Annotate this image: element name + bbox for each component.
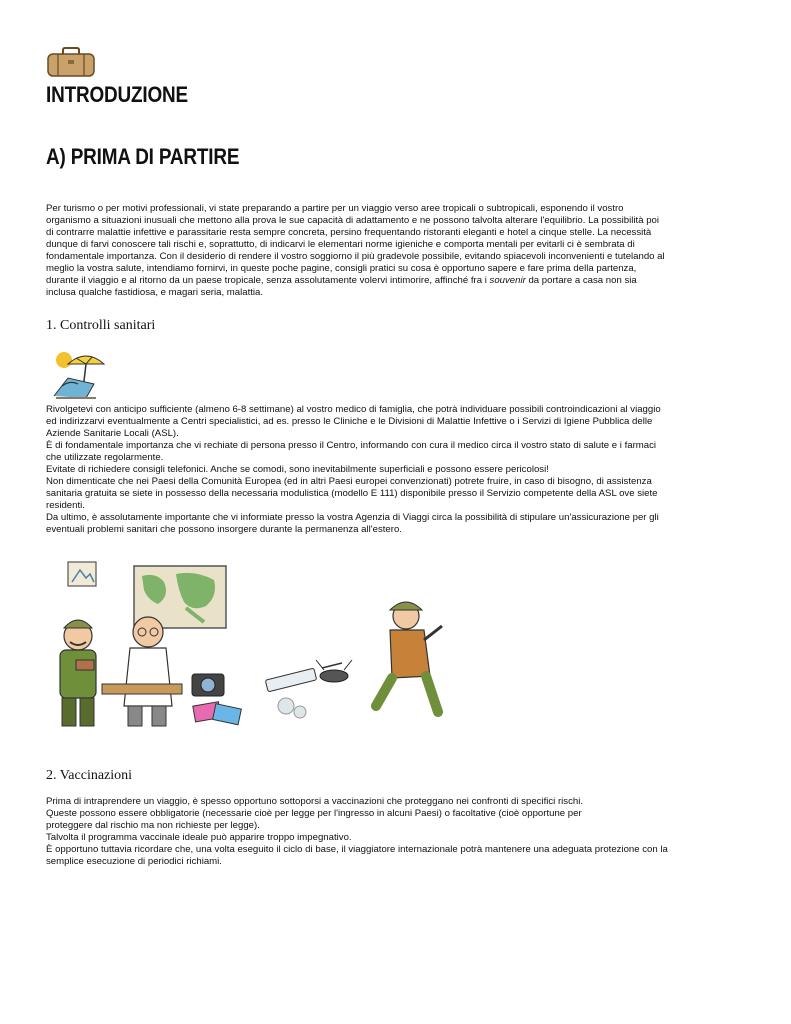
controlli-line: Da ultimo, è assolutamente importante che vi informiate presso la vostra Agenzia di Viaggi circa la possibilità di stipulare un'assicurazione per gli	[46, 512, 659, 523]
vaccinazioni-line: semplice esecuzione di periodici richiami.	[46, 856, 222, 867]
intro-line: Per turismo o per motivi professionali, vi state preparando a partire per un viaggio verso aree tropicali o subtropicali, esponendo il vostro	[46, 203, 624, 214]
souvenir-italic: souvenir	[489, 275, 526, 286]
controlli-line: Non dimenticate che nei Paesi della Comunità Europea (ed in altri Paesi europei convenzionati) potrete fruire, in caso di bisogno, di assistenza	[46, 476, 652, 487]
heading-introduzione: INTRODUZIONE	[46, 82, 188, 107]
vaccinazioni-line: Talvolta il programma vaccinale ideale può apparire troppo impegnativo.	[46, 832, 352, 843]
controlli-line: Rivolgetevi con anticipo sufficiente (almeno 6-8 settimane) al vostro medico di famiglia, che potrà individuare possibili controindicazioni al viaggio	[46, 404, 661, 415]
section-title-controlli-sanitari: 1. Controlli sanitari	[46, 318, 156, 333]
controlli-line: È di fondamentale importanza che vi rechiate di persona presso il Centro, informando con cura il medico circa il vostro stato di salute e i farmaci	[46, 440, 657, 451]
intro-line: organismo a situazioni inusuali che mettono alla prova le sue capacità di adattamento e ne possono talvolta alterare l'equilibrio. La possibilità poi	[46, 215, 660, 226]
beach-chair-umbrella-icon	[46, 350, 106, 404]
intro-line-text-after: da portare a casa non sia	[528, 275, 637, 286]
controlli-paragraph	[46, 404, 718, 536]
vaccinazioni-line: È opportuno tuttavia ricordare che, una volta eseguito il ciclo di base, il viaggiatore internazionale potrà mantenere una adeguata protezione con la	[46, 844, 668, 855]
intro-line: di contrarre malattie infettive e parassitarie resta sempre concreta, persino frequentando ristoranti eleganti e hotel a cinque stelle. La necessità	[46, 227, 652, 238]
intro-line: dunque di farvi conoscere tali rischi e, soprattutto, di indicarvi le elementari norme igieniche e comporta mentali per evitarli ci è sembrata di	[46, 239, 635, 250]
intro-paragraph	[46, 203, 718, 299]
vaccinazioni-paragraph	[46, 796, 718, 868]
controlli-line: eventuali problemi sanitari che possono insorgere durante la permanenza all'estero.	[46, 524, 402, 535]
controlli-line: residenti.	[46, 500, 85, 511]
intro-line: fondamentale importanza. Con il desiderio di rendere il vostro soggiorno il più gradevole possibile, evitando spiacevoli inconvenienti e tutelando al	[46, 251, 665, 262]
controlli-line: ed indirizzarvi eventualmente a Centri specialistici, ad es. presso le Cliniche e le Divisioni di Malattie Infettive o i Servizi di Igiene Pubblica delle	[46, 416, 653, 427]
vaccinazioni-line: Queste possono essere obbligatorie (necessarie cioè per legge per l'ingresso in alcuni Paesi) o facoltative (cioè opportune per	[46, 808, 582, 819]
suitcase-icon	[46, 46, 96, 78]
intro-line-text: durante il viaggio e al ritorno da un paese tropicale, senza assolutamente volervi intimorire, affinché fra i	[46, 275, 487, 286]
controlli-line: sanitaria gratuita se siete in possesso della necessaria modulistica (modello E 111) disponibile presso il Servizio competente della ASL ove siete	[46, 488, 658, 499]
travel-doctor-cartoon-illustration	[46, 556, 446, 734]
controlli-line: Evitate di richiedere consigli telefonici. Anche se comodi, sono inevitabilmente superficiali e possono essere pericolosi!	[46, 464, 549, 475]
intro-line: meglio la vostra salute, intendiamo fornirvi, in queste poche pagine, consigli pratici su cosa è opportuno sapere e fare prima della partenza,	[46, 263, 637, 274]
intro-line: inclusa qualche fastidiosa, e magari seria, malattia.	[46, 287, 264, 298]
controlli-line: che utilizzate regolarmente.	[46, 452, 164, 463]
section-title-vaccinazioni: 2. Vaccinazioni	[46, 768, 133, 783]
intro-line-souvenir	[46, 275, 718, 287]
vaccinazioni-line: proteggere dal rischio ma non richieste per legge).	[46, 820, 260, 831]
heading-prima-di-partire: A) PRIMA DI PARTIRE	[46, 144, 240, 169]
controlli-line: Aziende Sanitarie Locali (ASL).	[46, 428, 179, 439]
vaccinazioni-line: Prima di intraprendere un viaggio, è spesso opportuno sottoporsi a vaccinazioni che proteggano nei confronti di specifici rischi.	[46, 796, 584, 807]
